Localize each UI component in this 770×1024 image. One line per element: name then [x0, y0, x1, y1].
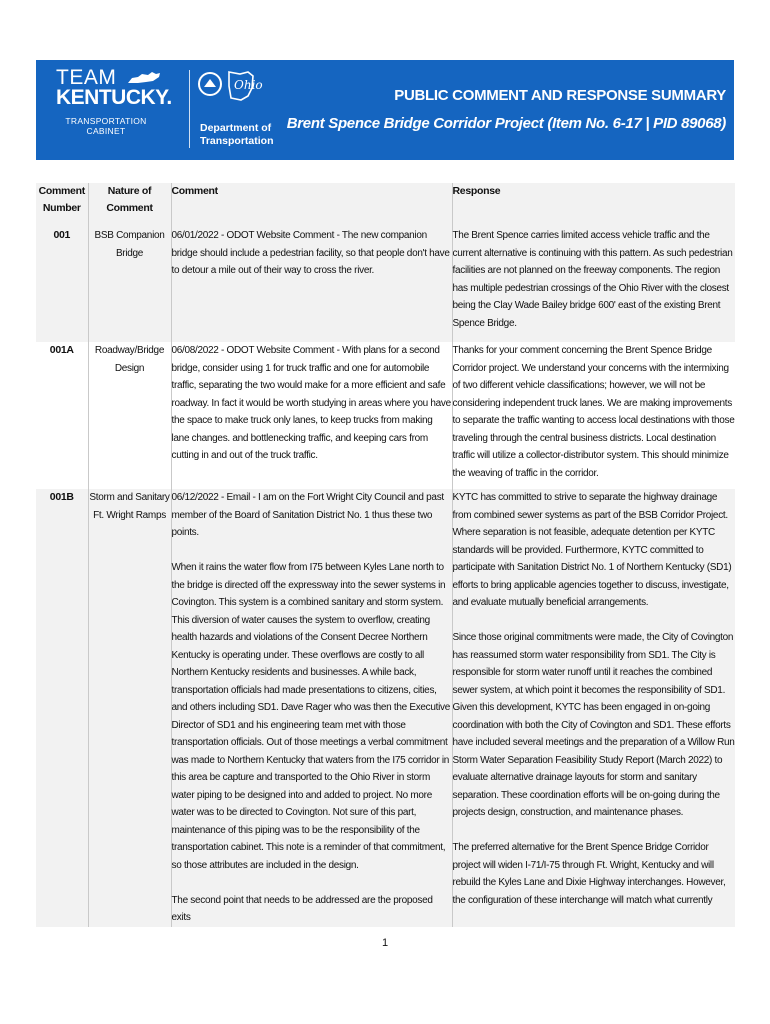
- logo-team-text: TEAM: [56, 66, 117, 89]
- kentucky-state-icon: [126, 71, 162, 85]
- dept-line1: Department of: [200, 122, 272, 134]
- header-nature-line1: Nature of: [107, 185, 152, 197]
- cell-nature: [88, 489, 171, 927]
- cell-response: [452, 227, 735, 342]
- header-comment: Comment: [171, 183, 452, 227]
- header-number-line1: Comment: [38, 185, 85, 197]
- team-kentucky-logo: [56, 68, 176, 136]
- comment-paragraph: The second point that needs to be addressed are the proposed exits: [171, 894, 433, 923]
- header-banner: [36, 60, 734, 160]
- ohio-word: Ohio: [234, 78, 263, 92]
- table-row: [36, 342, 735, 489]
- table-header-row: [36, 183, 735, 227]
- response-paragraph: KYTC has committed to strive to separate the highway drainage from combined sewer systems as part of the BSB Corridor Project. Where separation is not feasible, adequate detention per KYTC standards will be provided. Furthermore, KYTC committed to participate with Sanitation District No. 1 of Northern Kentucky (SD1) efforts to bring applicable agencies together to discuss, investigate, and evaluate mutually beneficial arrangements.: [452, 492, 732, 608]
- cell-number: 001A: [36, 342, 88, 489]
- comment-paragraph: 06/01/2022 - ODOT Website Comment - The new companion bridge should include a pedestrian facility, so that people don't have to detour a mile out of their way to cross the river.: [171, 230, 450, 276]
- comment-paragraph: When it rains the water flow from I75 between Kyles Lane north to the bridge is directed off the expressway into the sewer systems in Covington. This system is a combined sanitary and storm system. This diversion of water causes the system to overflow, creating health hazards and violations of the Consent Decree Northern Kentucky is operating under. These overflows are costly to all Northern Kentucky residents and businesses. A while back, transportation officials had made presentations to citizens, cities, and others including SD1. Dave Rager who was then the Executive Director of SD1 and his engineering team met with those transportation officials. Out of those meetings a verbal commitment was made to Northern Kentucky that waters from the I75 corridor in this area be capture and transported to the Ohio River in storm water piping to be designed into and added to project. No more water was to be directed to Covington. Not sure of this part, maintenance of this piping was to be the responsibility of the transportation cabinet. This note is a reminder of that commitment, so those attributes are included in the design.: [171, 562, 450, 871]
- page-number: 1: [381, 937, 389, 949]
- table-row: [36, 489, 735, 927]
- cell-nature-line1: Roadway/Bridge: [94, 345, 165, 356]
- comment-paragraph: 06/08/2022 - ODOT Website Comment - With plans for a second bridge, consider using 1 for truck traffic and one for automobile traffic, separating the two would make for a more efficient and safe roadway. In fact it would be worth studying in areas where you have the space to make truck only lanes, to keep trucks from making lane changes. and bottlenecking traffic, and keeping cars from cutting in and out of the truck traffic.: [171, 345, 451, 461]
- odot-seal-icon: [198, 72, 222, 96]
- comment-paragraph: 06/12/2022 - Email - I am on the Fort Wright City Council and past member of the Board of Sanitation District No. 1 thus these two points.: [171, 492, 444, 538]
- header-comment-number: [36, 183, 88, 227]
- cell-number: 001: [36, 227, 88, 342]
- comment-response-table: [36, 183, 735, 927]
- cell-nature: [88, 227, 171, 342]
- department-of-transportation-text: [200, 122, 274, 148]
- cell-comment: [171, 489, 452, 927]
- response-paragraph: The preferred alternative for the Brent Spence Bridge Corridor project will widen I-71/I-75 through Ft. Wright, Kentucky and will rebuild the Kyles Lane and Dixie Highway interchanges. However, the configuration of these interchange will match what currently: [452, 842, 726, 906]
- header-number-line2: Number: [42, 202, 81, 214]
- document-title: PUBLIC COMMENT AND RESPONSE SUMMARY: [394, 87, 726, 104]
- document-subtitle: Brent Spence Bridge Corridor Project (Item No. 6-17 | PID 89068): [286, 115, 726, 132]
- cell-nature-line2: Ft. Wright Ramps: [93, 509, 166, 521]
- table-row: [36, 227, 735, 342]
- logo-cabinet-line1: TRANSPORTATION: [65, 116, 147, 126]
- dept-line2: Transportation: [200, 135, 274, 147]
- cell-number: 001B: [36, 489, 88, 927]
- header-nature-of-comment: [88, 183, 171, 227]
- response-paragraph: Thanks for your comment concerning the Brent Spence Bridge Corridor project. We understand your concerns with the intermixing of two different vehicle classifications; however, we will not be considering independent truck lanes. We are making improvements to separate the traffic wanting to access local destinations with those traveling through the central business districts. Local destination traffic will utilize a collector-distributor system. This should minimize the weaving of traffic in the corridor.: [452, 345, 735, 479]
- cell-response: [452, 342, 735, 489]
- response-paragraph: Since those original commitments were made, the City of Covington has reassumed storm water responsibility from SD1. The City is responsible for storm water runoff until it reaches the combined sewer system, at which point it becomes the responsibility of SD1. Given this development, KYTC has been engaged in on-going coordination with both the City of Covington and SD1. These efforts have included several meetings and the preparation of a Willow Run Storm Water Separation Feasibility Study Report (March 2022) to evaluate alternative drainage layouts for storm and sanitary separation. These coordination efforts will be on-going during the projects design, construction, and maintenance phases.: [452, 632, 735, 818]
- cell-nature-line2: Bridge: [115, 247, 144, 259]
- response-paragraph: The Brent Spence carries limited access vehicle traffic and the current alternative is continuing with this pattern. As such pedestrian facilities are not planned on the freeway components. The region has multiple pedestrian crossings of the Ohio River with the closest being the Clay Wade Bailey bridge 600' east of the existing Brent Spence Bridge.: [452, 230, 733, 329]
- cell-nature-line1: Storm and Sanitary: [89, 492, 170, 503]
- header-response: Response: [452, 185, 501, 197]
- cell-nature: [88, 342, 171, 489]
- cell-nature-line2: Design: [114, 362, 145, 374]
- logo-kentucky-text: KENTUCKY.: [56, 86, 172, 109]
- cell-comment: [171, 227, 452, 342]
- header-nature-line2: Comment: [106, 202, 153, 214]
- logo-cabinet-line2: CABINET: [86, 126, 126, 136]
- cell-comment: [171, 342, 452, 489]
- logo-divider: [189, 70, 190, 148]
- cell-response: [452, 489, 735, 927]
- cell-nature-line1: BSB Companion: [94, 230, 165, 241]
- logo-cabinet-text: [56, 116, 156, 136]
